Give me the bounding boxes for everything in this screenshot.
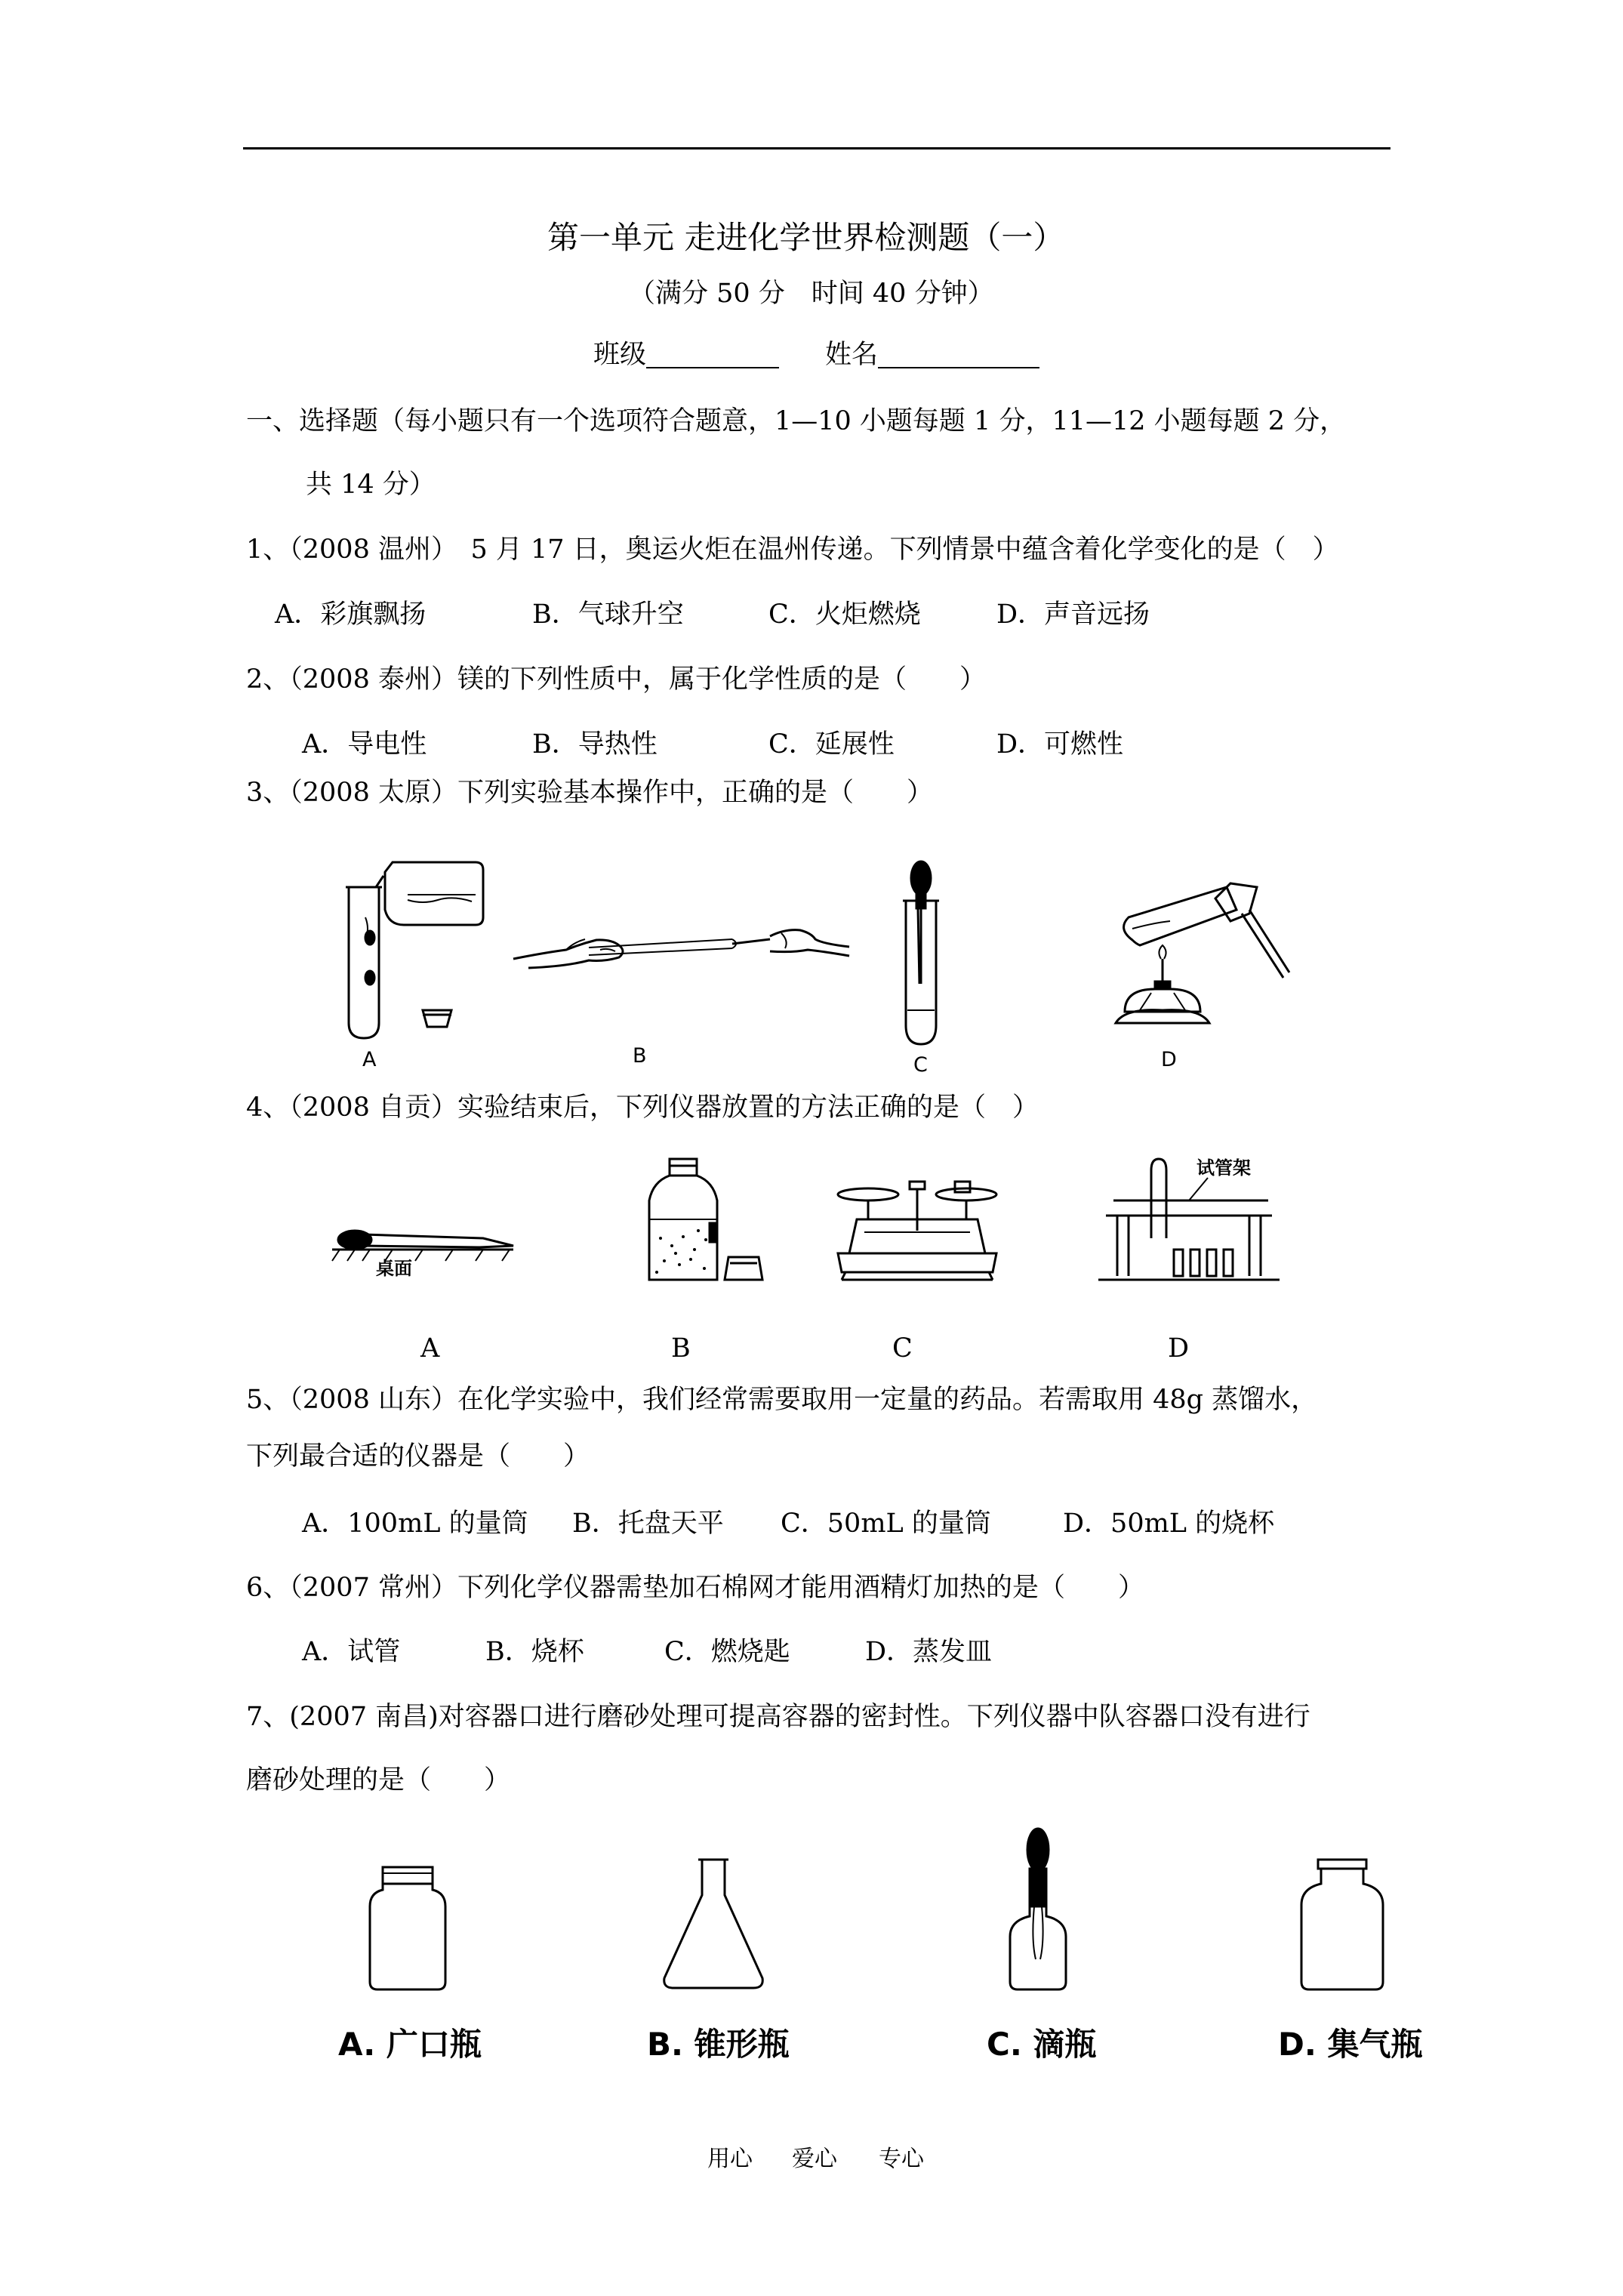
q7-stem-line1: 7、(2007 南昌)对容器口进行磨砂处理可提高容器的密封性。下列仪器中队容器口没有进行 [246, 1702, 1310, 1732]
q5-option-c[interactable]: C．50mL 的量筒 [781, 1509, 991, 1539]
q2-stem: 2、（2008 泰州）镁的下列性质中，属于化学性质的是（ ） [246, 664, 986, 695]
q4-label-c: C [892, 1333, 913, 1364]
q3-label-d: D [1161, 1048, 1177, 1071]
q3-label-a: A [362, 1048, 377, 1071]
q7-figure-a[interactable] [366, 1861, 449, 1993]
q4-figure-b[interactable] [645, 1155, 766, 1287]
q4-figure-c[interactable] [834, 1178, 1000, 1291]
q3-figure-a[interactable] [332, 853, 498, 1042]
q4-desk-label: 桌面 [376, 1258, 412, 1279]
name-label: 姓名 [825, 340, 879, 370]
q7-stem-line2: 磨砂处理的是（ ） [246, 1765, 511, 1795]
class-label: 班级 [593, 340, 647, 370]
q4-label-d: D [1168, 1333, 1190, 1364]
q1-option-d[interactable]: D．声音远扬 [996, 599, 1150, 630]
footer-text-1: 用心 [707, 2146, 753, 2172]
q6-option-c[interactable]: C．燃烧匙 [664, 1637, 790, 1667]
name-field [825, 341, 1039, 368]
q7-figure-b[interactable] [657, 1854, 770, 1993]
q3-stem: 3、（2008 太原）下列实验基本操作中，正确的是（ ） [246, 778, 933, 808]
q6-option-b[interactable]: B．烧杯 [485, 1637, 584, 1667]
q6-option-d[interactable]: D．蒸发皿 [865, 1637, 993, 1667]
q7-figure-c[interactable] [1004, 1827, 1072, 1993]
q1-option-b[interactable]: B．气球升空 [532, 599, 684, 630]
q4-label-a: A [420, 1333, 440, 1364]
q4-stem: 4、（2008 自贡）实验结束后，下列仪器放置的方法正确的是（ ） [246, 1093, 1039, 1123]
class-blank[interactable] [646, 341, 779, 368]
section-heading-line2: 共 14 分） [306, 470, 436, 500]
q2-option-c[interactable]: C．延展性 [768, 729, 895, 760]
q6-stem: 6、（2007 常州）下列化学仪器需垫加石棉网才能用酒精灯加热的是（ ） [246, 1573, 1144, 1603]
page-title: 第一单元 走进化学世界检测题（一） [547, 219, 1065, 256]
footer-text-3: 专心 [879, 2146, 924, 2172]
footer-text-2: 爱心 [792, 2146, 837, 2172]
q4-label-b: B [671, 1333, 691, 1364]
q7-figure-d[interactable] [1297, 1854, 1387, 1993]
q6-option-a[interactable]: A．试管 [302, 1637, 401, 1667]
q1-stem: 1、（2008 温州） 5 月 17 日，奥运火炬在温州传递。下列情景中蕴含着化学变化的是（ ） [246, 535, 1339, 565]
q2-option-b[interactable]: B．导热性 [532, 729, 658, 760]
header-rule [243, 147, 1390, 149]
q3-figure-c[interactable] [891, 859, 951, 1048]
q3-figure-b[interactable] [513, 906, 849, 982]
q3-label-b: B [633, 1044, 647, 1068]
section-heading-line1: 一、选择题（每小题只有一个选项符合题意，1—10 小题每题 1 分，11—12 小题每题 2 分， [246, 406, 1347, 436]
q7-label-c: C. 滴瓶 [987, 2026, 1097, 2063]
q5-option-b[interactable]: B．托盘天平 [572, 1509, 724, 1539]
q7-label-d: D. 集气瓶 [1278, 2026, 1423, 2063]
q4-rack-label: 试管架 [1196, 1157, 1251, 1179]
page-subtitle: （满分 50 分 时间 40 分钟） [629, 279, 994, 309]
q2-option-d[interactable]: D．可燃性 [996, 729, 1124, 760]
q5-stem-line1: 5、（2008 山东）在化学实验中，我们经常需要取用一定量的药品。若需取用 48g 蒸馏水， [246, 1385, 1318, 1415]
q2-option-a[interactable]: A．导电性 [302, 729, 427, 760]
q1-option-a[interactable]: A．彩旗飘扬 [275, 599, 427, 630]
q3-label-c: C [913, 1053, 928, 1077]
q5-stem-line2: 下列最合适的仪器是（ ） [246, 1441, 590, 1472]
class-field [593, 341, 779, 368]
q4-figure-a[interactable] [332, 1216, 517, 1287]
q3-figure-d[interactable] [1110, 876, 1291, 1038]
q7-label-a: A. 广口瓶 [338, 2026, 482, 2063]
q7-label-b: B. 锥形瓶 [647, 2026, 790, 2063]
name-blank[interactable] [878, 341, 1039, 368]
q5-option-a[interactable]: A．100mL 的量筒 [302, 1509, 528, 1539]
q4-figure-d[interactable] [1098, 1155, 1280, 1291]
q5-option-d[interactable]: D．50mL 的烧杯 [1063, 1509, 1275, 1539]
q1-option-c[interactable]: C．火炬燃烧 [768, 599, 921, 630]
